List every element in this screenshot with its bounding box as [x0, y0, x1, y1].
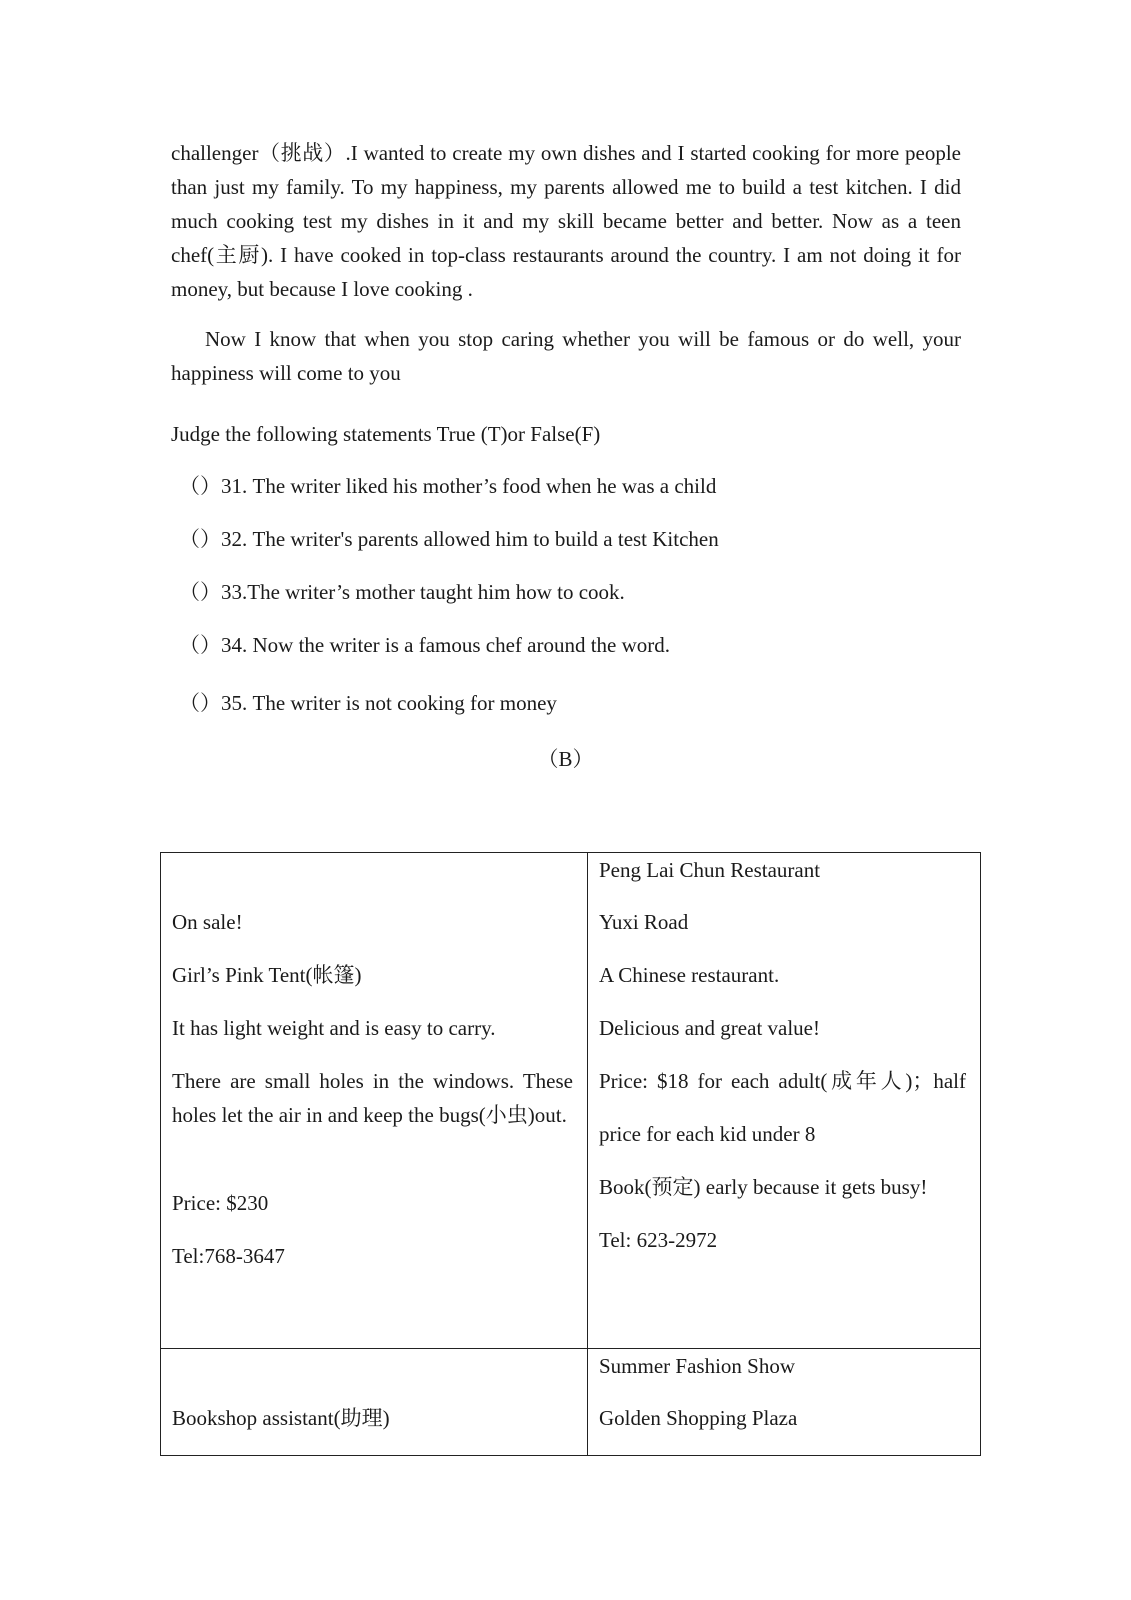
restaurant-type: A Chinese restaurant. [599, 963, 780, 987]
ads-table [160, 852, 981, 1456]
restaurant-book: Book(预定) early because it gets busy! [599, 1175, 928, 1199]
restaurant-road: Yuxi Road [599, 910, 689, 934]
restaurant-slogan: Delicious and great value! [599, 1016, 820, 1040]
section-b-heading: （B） [537, 747, 594, 771]
passage-paragraph-2: Now I know that when you stop caring whether you will be famous or do well, your happiness will come to you [171, 327, 961, 385]
bookshop-title: Bookshop assistant(助理) [172, 1406, 390, 1430]
question-33: （）33.The writer’s mother taught him how to cook. [179, 580, 625, 604]
tent-sale: On sale! [172, 910, 243, 934]
tent-tel: Tel:768-3647 [172, 1244, 285, 1268]
passage-paragraph-1: challenger（挑战）.I wanted to create my own dishes and I started cooking for more people than just my family. To my happiness, my parents allowed me to build a test kitchen. I did much cooking test my dishes in it and my skill became better and better. Now as a teen chef(主厨). I have cooked in top-class restaurants around the country. I am not doing it for money, but because I love cooking . [171, 141, 961, 301]
question-32: （）32. The writer's parents allowed him to build a test Kitchen [179, 527, 719, 551]
question-34: （）34. Now the writer is a famous chef around the word. [179, 633, 671, 657]
fashion-ad-cell [588, 1349, 981, 1456]
fashion-place: Golden Shopping Plaza [599, 1406, 798, 1430]
question-31: （）31. The writer liked his mother’s food when he was a child [179, 474, 717, 498]
tent-price: Price: $230 [172, 1191, 269, 1215]
bookshop-ad-cell [161, 1349, 588, 1456]
restaurant-price-line2: price for each kid under 8 [599, 1122, 816, 1146]
exercise-instruction: Judge the following statements True (T)or False(F) [171, 422, 601, 446]
question-35: （）35. The writer is not cooking for money [179, 691, 557, 715]
tent-title: Girl’s Pink Tent(帐篷) [172, 963, 362, 987]
restaurant-price-line1: Price: $18 for each adult(成年人)；half [599, 1069, 966, 1093]
restaurant-ad-cell [588, 853, 981, 1349]
fashion-title: Summer Fashion Show [599, 1354, 796, 1378]
restaurant-name: Peng Lai Chun Restaurant [599, 858, 821, 882]
tent-holes: There are small holes in the windows. These holes let the air in and keep the bugs(小虫)out. [172, 1069, 573, 1127]
restaurant-tel: Tel: 623-2972 [599, 1228, 718, 1252]
tent-ad-cell [161, 853, 588, 1349]
tent-feature: It has light weight and is easy to carry. [172, 1016, 496, 1040]
